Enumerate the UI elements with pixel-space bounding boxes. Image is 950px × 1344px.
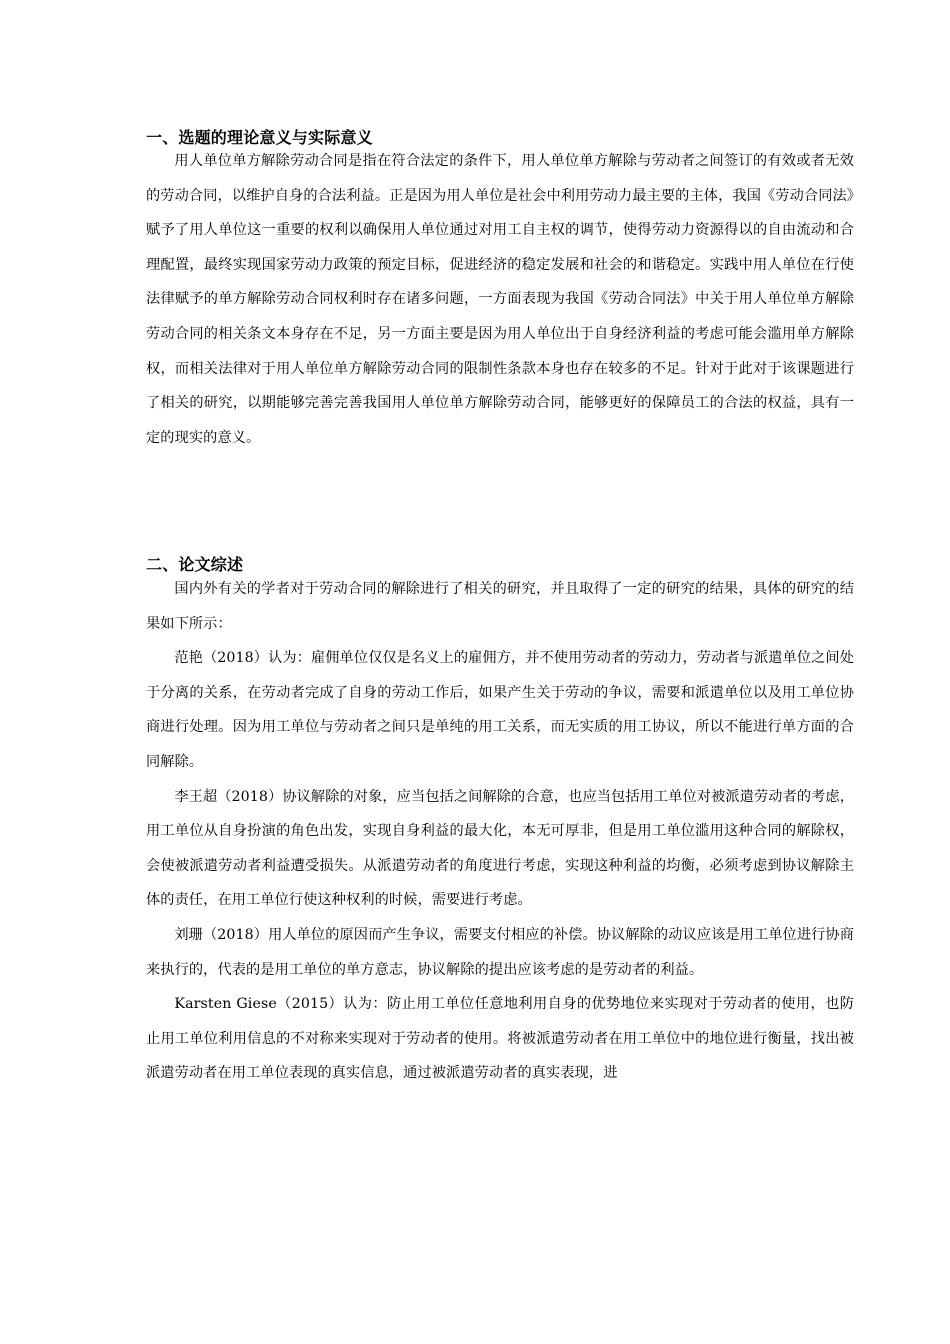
paragraph: 刘珊（2018）用人单位的原因而产生争议，需要支付相应的补偿。协议解除的动议应该是用工单位进行协商来执行的，代表的是用工单位的单方意志，协议解除的提出应该考虑的是劳动者的利益。 <box>146 926 854 978</box>
section-body-1 <box>146 144 854 455</box>
paragraph: 国内外有关的学者对于劳动合同的解除进行了相关的研究，并且取得了一定的研究的结果，具体的研究的结果如下所示： <box>146 581 854 632</box>
paragraph: 用人单位单方解除劳动合同是指在符合法定的条件下，用人单位单方解除与劳动者之间签订的有效或者无效的劳动合同，以维护自身的合法利益。正是因为用人单位是社会中利用劳动力最主要的主体，我国《劳动合同法》赋予了用人单位这一重要的权利以确保用人单位通过对用工自主权的调节，使得劳动力资源得以的自由流动和合理配置，最终实现国家劳动力政策的预定目标，促进经济的稳定发展和社会的和谐稳定。实践中用人单位在行使法律赋予的单方解除劳动合同权利时存在诸多问题，一方面表现为我国《劳动合同法》中关于用人单位单方解除劳动合同的相关条文本身存在不足，另一方面主要是因为用人单位出于自身经济利益的考虑可能会滥用单方解除权，而相关法律对于用人单位单方解除劳动合同的限制性条款本身也存在较多的不足。针对于此对于该课题进行了相关的研究，以期能够完善完善我国用人单位单方解除劳动合同，能够更好的保障员工的合法的权益，具有一定的现实的意义。 <box>146 153 854 446</box>
paragraph: Karsten Giese（2015）认为：防止用工单位任意地利用自身的优势地位来实现对于劳动者的使用，也防止用工单位利用信息的不对称来实现对于劳动者的使用。将被派遣劳动者在用工单位中的地位进行衡量，找出被派遣劳动者在用工单位表现的真实信息，通过被派遣劳动者的真实表现，进 <box>146 996 854 1082</box>
paragraph: 范艳（2018）认为：雇佣单位仅仅是名义上的雇佣方，并不使用劳动者的劳动力，劳动者与派遣单位之间处于分离的关系，在劳动者完成了自身的劳动工作后，如果产生关于劳动的争议，需要和派遣单位以及用工单位协商进行处理。因为用工单位与劳动者之间只是单纯的用工关系，而无实质的用工协议，所以不能进行单方面的合同解除。 <box>146 650 854 770</box>
section-heading-1: 一、选题的理论意义与实际意义 <box>146 128 373 147</box>
paragraph: 李王超（2018）协议解除的对象，应当包括之间解除的合意，也应当包括用工单位对被派遣劳动者的考虑，用工单位从自身扮演的角色出发，实现自身利益的最大化，本无可厚非，但是用工单位滥用这种合同的解除权，会使被派遣劳动者利益遭受损失。从派遣劳动者的角度进行考虑，实现这种利益的均衡，必须考虑到协议解除主体的责任，在用工单位行使这种权利的时候，需要进行考虑。 <box>146 788 854 909</box>
section-body-2 <box>146 572 854 1091</box>
section-heading-2: 二、论文综述 <box>146 555 244 574</box>
